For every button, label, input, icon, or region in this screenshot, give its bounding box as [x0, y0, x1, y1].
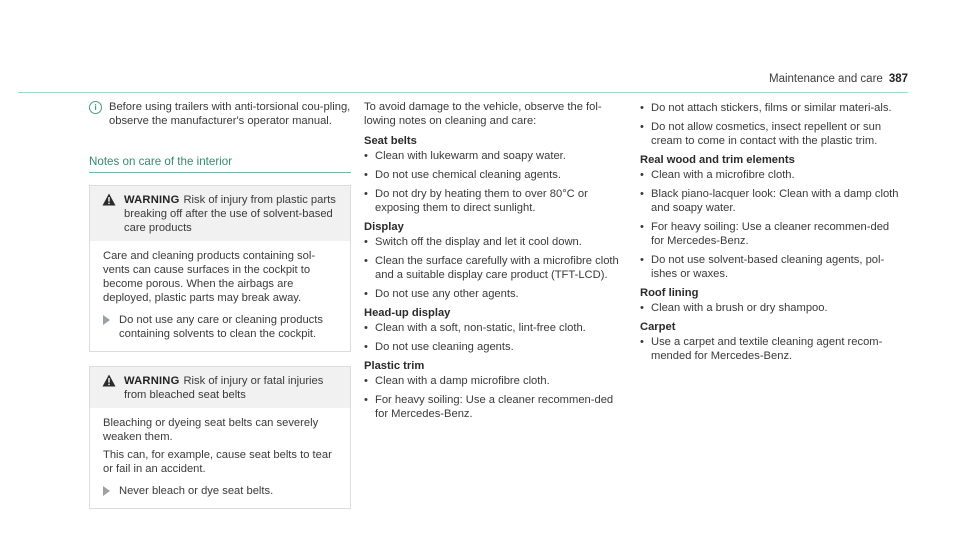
page-number: 387: [888, 73, 908, 85]
list-item: • Black piano-lacquer look: Clean with a damp cloth and soapy water.: [640, 187, 900, 215]
action-text: Do not use any care or cleaning products containing solvents to clean the cockpit.: [119, 314, 323, 340]
action-arrow-icon: [103, 486, 110, 496]
action-arrow-icon: [103, 315, 110, 325]
warning-header: [90, 367, 350, 408]
column-2: [364, 100, 619, 426]
subheading-plastic-trim: Plastic trim: [364, 360, 425, 372]
warning-title: Risk of injury or fatal injuries from bleached seat belts: [124, 375, 324, 401]
warning-keyword: WARNING: [124, 194, 180, 206]
warning-text: This can, for example, cause seat belts to tear or fail in an accident.: [103, 449, 332, 475]
intro-paragraph: To avoid damage to the vehicle, observe the fol-lowing notes on cleaning and care:: [364, 101, 602, 127]
action-step: [103, 484, 340, 498]
warning-body: [90, 241, 350, 351]
list-plastic-trim: [364, 374, 619, 421]
warning-box-solvent: [89, 185, 351, 352]
column-3: [640, 100, 900, 368]
list-seat-belts: [364, 149, 619, 215]
warning-box-seat-belts: [89, 366, 351, 509]
list-item: • Do not attach stickers, films or similar materi-als.: [640, 101, 900, 115]
subheading-head-up-display: Head-up display: [364, 307, 451, 319]
list-head-up-display: [364, 321, 619, 354]
list-display: [364, 235, 619, 301]
subheading-carpet: Carpet: [640, 321, 676, 333]
action-step: [103, 313, 340, 341]
warning-title: Risk of injury from plastic parts breaking off after the use of solvent-based care products: [124, 194, 336, 234]
list-item: • Do not use chemical cleaning agents.: [364, 168, 619, 182]
header-section-title: Maintenance and care: [769, 73, 883, 85]
warning-triangle-icon: [102, 374, 116, 387]
list-item: • Clean the surface carefully with a microfibre cloth and a suitable display care product (TFT-LCD).: [364, 254, 619, 282]
list-item: • Clean with a soft, non-static, lint-free cloth.: [364, 321, 619, 335]
info-note-text: Before using trailers with anti-torsional cou-pling, observe the manufacturer's operator manual.: [109, 101, 351, 127]
list-item: • Do not use cleaning agents.: [364, 340, 619, 354]
subheading-real-wood: Real wood and trim elements: [640, 154, 795, 166]
subheading-display: Display: [364, 221, 404, 233]
list-plastic-trim-continued: [640, 101, 900, 148]
warning-body: [90, 408, 350, 508]
list-item: • Do not allow cosmetics, insect repellent or sun cream to come in contact with the plastic trim.: [640, 120, 900, 148]
warning-triangle-icon: [102, 193, 116, 206]
list-item: • Do not dry by heating them to over 80°C or exposing them to direct sunlight.: [364, 187, 619, 215]
list-carpet: [640, 335, 900, 363]
action-text: Never bleach or dye seat belts.: [119, 485, 274, 497]
list-item: • Do not use any other agents.: [364, 287, 619, 301]
list-item: • Use a carpet and textile cleaning agent recom-mended for Mercedes-Benz.: [640, 335, 900, 363]
section-heading: Notes on care of the interior: [89, 155, 351, 173]
warning-text: Bleaching or dyeing seat belts can severely weaken them.: [103, 417, 319, 443]
list-item: • Do not use solvent-based cleaning agents, pol-ishes or waxes.: [640, 253, 900, 281]
list-item: • For heavy soiling: Use a cleaner recommen-ded for Mercedes-Benz.: [640, 220, 900, 248]
warning-keyword: WARNING: [124, 375, 180, 387]
page-header: [769, 73, 908, 85]
list-real-wood: [640, 168, 900, 281]
list-roof-lining: [640, 301, 900, 315]
list-item: • Switch off the display and let it cool down.: [364, 235, 619, 249]
warning-header: [90, 186, 350, 241]
list-item: • For heavy soiling: Use a cleaner recommen-ded for Mercedes-Benz.: [364, 393, 619, 421]
column-1: [89, 100, 351, 509]
subheading-seat-belts: Seat belts: [364, 135, 417, 147]
list-item: • Clean with a damp microfibre cloth.: [364, 374, 619, 388]
list-item: • Clean with a microfibre cloth.: [640, 168, 900, 182]
info-icon: i: [89, 101, 102, 114]
header-rule: [18, 92, 908, 93]
list-item: • Clean with lukewarm and soapy water.: [364, 149, 619, 163]
list-item: • Clean with a brush or dry shampoo.: [640, 301, 900, 315]
warning-text: Care and cleaning products containing sol-vents can cause surfaces in the cockpit to become porous. When the airbags are deployed, plastic parts may break away.: [103, 250, 316, 304]
info-note: [89, 100, 351, 128]
subheading-roof-lining: Roof lining: [640, 287, 699, 299]
